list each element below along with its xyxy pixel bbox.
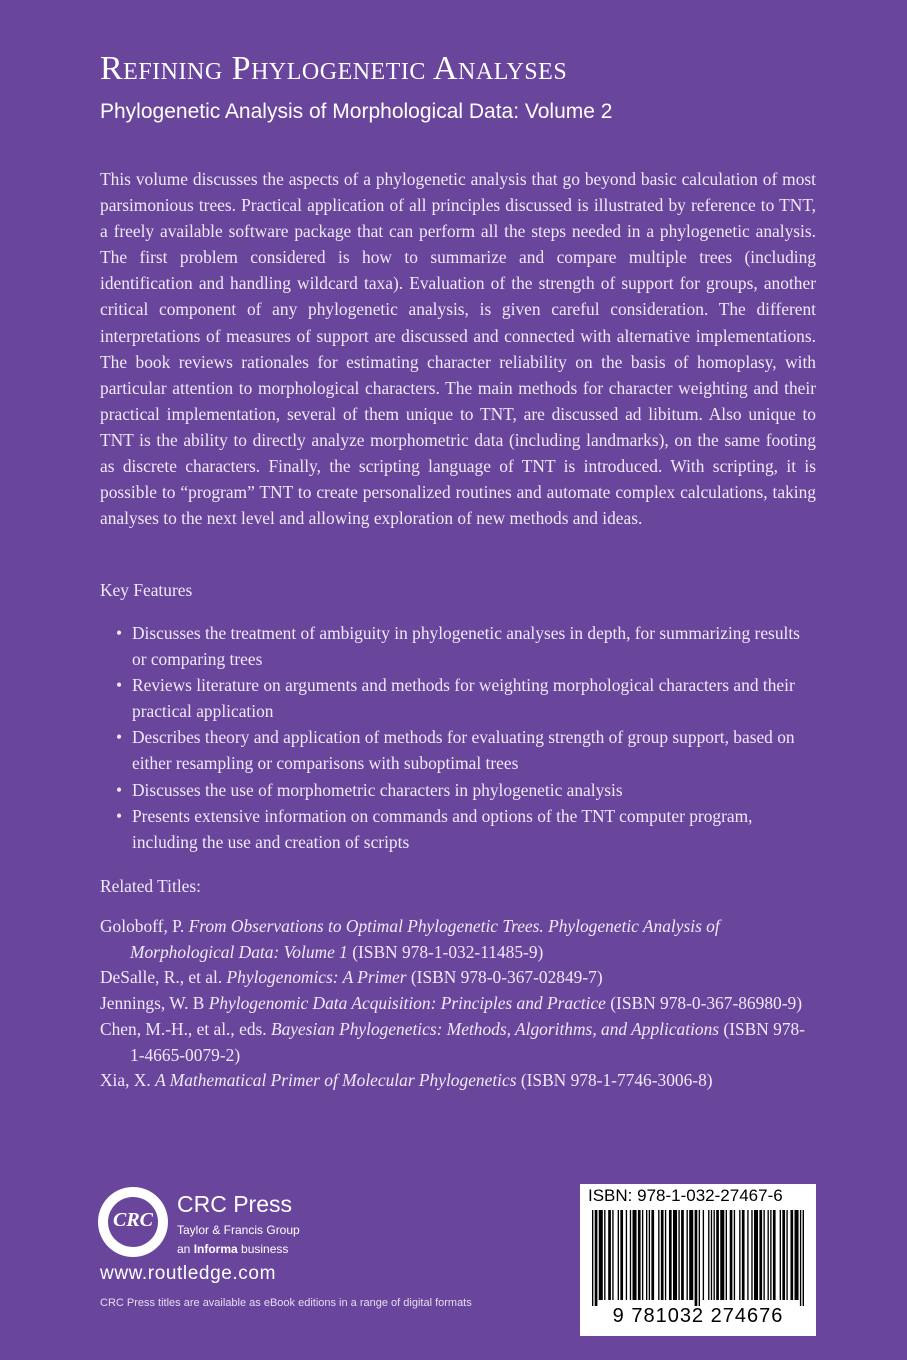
book-description: This volume discusses the aspects of a phylogenetic analysis that go beyond basic calculation of most parsimonious trees. Practical application of all principles discussed is illustrated by reference to TNT, a freely available software package that can perform all the steps needed in a phylogenetic analysis. The first problem considered is how to summarize and compare multiple trees (including identification and handling wildcard taxa). Evaluation of the strength of support for groups, another critical component of any phylogenetic analysis, is given careful consideration. The different interpretations of measures of support are discussed and connected with alternative implementations. The book reviews rationales for estimating character reliability on the basis of homoplasy, with particular attention to morphological characters. The main methods for character weighting and their practical implementation, several of them unique to TNT, are discussed ad libitum. Also unique to TNT is the ability to directly analyze morphometric data (including landmarks), on the same footing as discrete characters. Finally, the scripting language of TNT is introduced. With scripting, it is possible to “program” TNT to create personalized routines and automate complex calculations, taking analyses to the next level and allowing exploration of new methods and ideas.: [100, 169, 816, 529]
bullet-icon: •: [116, 675, 123, 696]
isbn-barcode: [580, 1184, 816, 1336]
key-feature-item: [116, 620, 816, 672]
key-features-list: [116, 620, 816, 855]
book-subtitle: Phylogenetic Analysis of Morphological Data: Volume 2: [100, 100, 613, 123]
barcode-bar: [770, 1210, 771, 1300]
barcode-bar: [620, 1210, 623, 1300]
publisher-block: [98, 1187, 518, 1337]
website-link[interactable]: www.routledge.com: [100, 1263, 276, 1284]
barcode-bar: [711, 1210, 712, 1300]
barcode-bar: [612, 1210, 613, 1300]
related-book-title: From Observations to Optimal Phylogenetic Trees. Phylogenetic Analysis of Morphological Data: Volume 1: [130, 916, 720, 962]
related-isbn: (ISBN 978-1-4665-0079-2): [130, 1018, 806, 1065]
barcode-bar: [673, 1210, 677, 1300]
barcode-bar: [768, 1210, 769, 1300]
barcode-bar: [716, 1210, 719, 1300]
related-author: Jennings, W. B: [100, 993, 209, 1014]
book-title: Refining Phylogenetic Analyses: [100, 50, 568, 87]
barcode-bar: [803, 1210, 804, 1306]
barcode-bar: [608, 1210, 611, 1300]
related-title-item: [100, 991, 816, 1017]
barcode-bar: [665, 1210, 666, 1300]
barcode-bar: [687, 1210, 688, 1300]
key-feature-item: [116, 724, 816, 776]
related-isbn: (ISBN 978-1-7746-3006-8): [516, 1070, 713, 1091]
barcode-bar: [742, 1210, 745, 1300]
related-author: Xia, X.: [100, 1070, 156, 1091]
barcode-bar: [763, 1210, 764, 1300]
barcode-bar: [800, 1210, 801, 1306]
related-author: DeSalle, R., et al.: [100, 967, 227, 988]
barcode-bar: [595, 1210, 598, 1306]
barcode-bar: [633, 1210, 637, 1300]
related-title-item: [100, 914, 816, 965]
barcode-bar: [642, 1210, 643, 1300]
key-feature-item: [116, 777, 816, 803]
related-author: Goloboff, P.: [100, 916, 189, 936]
barcode-bar: [618, 1210, 619, 1300]
barcode-bar: [739, 1210, 740, 1300]
barcode-bar: [747, 1210, 748, 1300]
barcode-bar: [754, 1210, 758, 1300]
barcode-bar: [604, 1210, 605, 1300]
informa-line: an Informa business: [177, 1242, 289, 1256]
barcode-bar: [759, 1210, 762, 1300]
barcode-bar: [669, 1210, 672, 1300]
barcode-bar: [734, 1210, 735, 1300]
barcode-digits: 9 781032 274676: [612, 1305, 784, 1327]
key-feature-item: [116, 672, 816, 724]
barcode-bar: [773, 1210, 776, 1300]
barcode-bar: [730, 1210, 733, 1300]
related-titles-list: [100, 914, 816, 1094]
key-feature-text: Reviews literature on arguments and methods for weighting morphological characters and their practical application: [132, 675, 795, 722]
related-title-item: [100, 1068, 816, 1094]
barcode-bar: [782, 1210, 785, 1300]
bullet-icon: •: [116, 805, 123, 826]
crc-logo-text: CRC: [112, 1209, 154, 1231]
key-feature-text: Presents extensive information on commands and options of the TNT computer program, including the use and creation of scripts: [132, 805, 753, 852]
barcode-bar: [699, 1210, 700, 1306]
related-isbn: (ISBN 978-0-367-02849-7): [406, 967, 603, 988]
key-features-heading: Key Features: [100, 580, 193, 600]
barcode-bar: [780, 1210, 781, 1300]
barcode-bar: [703, 1210, 704, 1300]
related-book-title: Bayesian Phylogenetics: Methods, Algorithms, and Applications: [270, 1018, 720, 1039]
key-feature-text: Describes theory and application of methods for evaluating strength of group support, based on either resampling or comparisons with suboptimal trees: [132, 727, 795, 774]
related-isbn: (ISBN 978-0-367-86980-9): [605, 993, 802, 1014]
barcode-bar: [649, 1210, 650, 1300]
barcode-bar: [626, 1210, 627, 1300]
related-author: Chen, M.-H., et al., eds.: [100, 1018, 271, 1039]
crc-logo-icon: [98, 1187, 168, 1257]
related-title-item: [100, 1017, 816, 1068]
publisher-name: CRC Press: [177, 1191, 293, 1217]
barcode-bar: [689, 1210, 693, 1300]
barcode-bar: [638, 1210, 641, 1300]
barcode-bar: [651, 1210, 654, 1300]
barcode-bar: [678, 1210, 679, 1300]
barcode-bar: [708, 1210, 709, 1300]
barcode-bar: [726, 1210, 727, 1300]
barcode-bar: [599, 1210, 603, 1300]
publisher-group: Taylor & Francis Group: [177, 1223, 300, 1237]
key-feature-text: Discusses the treatment of ambiguity in phylogenetic analyses in depth, for summarizing results or comparing trees: [132, 623, 800, 670]
barcode-bar: [751, 1210, 752, 1300]
barcode-bar: [790, 1210, 793, 1300]
barcode-icon: [592, 1210, 804, 1306]
barcode-bar: [795, 1210, 799, 1300]
isbn-label: ISBN: 978-1-032-27467-6: [588, 1186, 783, 1205]
bullet-icon: •: [116, 623, 123, 643]
barcode-bar: [630, 1210, 631, 1300]
barcode-bar: [786, 1210, 787, 1300]
key-feature-text: Discusses the use of morphometric characters in phylogenetic analysis: [132, 779, 623, 800]
key-feature-item: [116, 803, 816, 855]
related-book-title: Phylogenomic Data Acquisition: Principles and Practice: [208, 993, 606, 1014]
barcode-bar: [720, 1210, 724, 1300]
barcode-bar: [695, 1210, 698, 1306]
related-isbn: (ISBN 978-1-032-11485-9): [347, 941, 544, 962]
related-book-title: Phylogenomics: A Primer: [226, 967, 407, 988]
barcode-bar: [592, 1210, 593, 1306]
related-book-title: A Mathematical Primer of Molecular Phylogenetics: [155, 1070, 517, 1091]
bullet-icon: •: [116, 727, 123, 748]
related-titles-heading: Related Titles:: [100, 876, 201, 896]
related-title-item: [100, 965, 816, 991]
barcode-bar: [658, 1210, 659, 1300]
barcode-bar: [661, 1210, 664, 1300]
bullet-icon: •: [116, 779, 123, 800]
barcode-bar: [681, 1210, 684, 1300]
ebook-note: CRC Press titles are available as eBook editions in a range of digital formats: [100, 1297, 472, 1309]
barcode-bar: [646, 1210, 647, 1300]
barcode-bar: [714, 1210, 715, 1300]
